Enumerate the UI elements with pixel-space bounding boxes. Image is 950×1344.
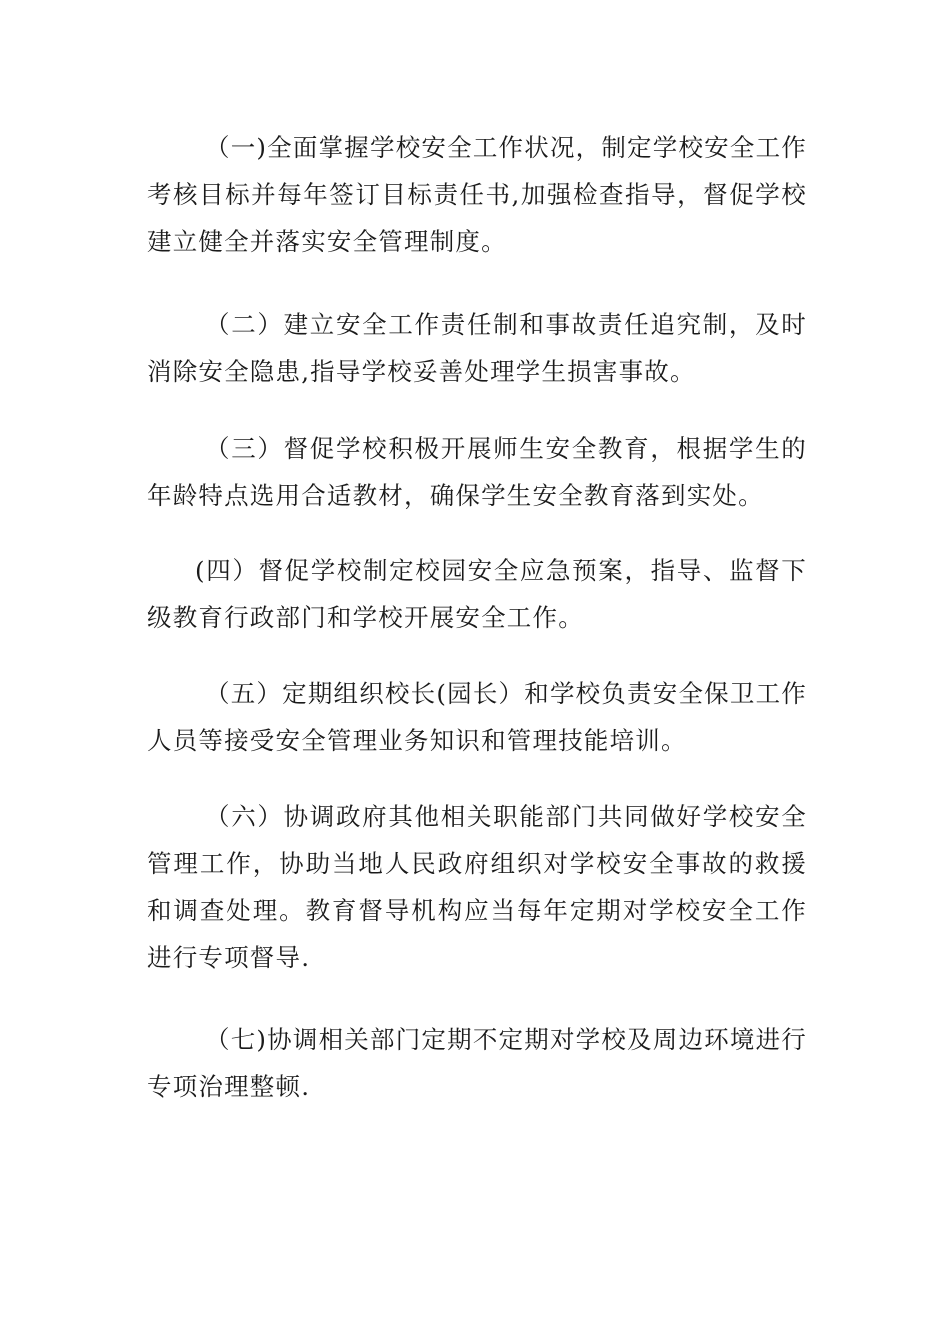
paragraph-1: （一)全面掌握学校安全工作状况，制定学校安全工作考核目标并每年签订目标责任书,加强检查指导，督促学校建立健全并落实安全管理制度。 xyxy=(147,133,807,256)
paragraph-2: （二）建立安全工作责任制和事故责任追究制，及时消除安全隐患,指导学校妥善处理学生损害事故。 xyxy=(147,310,807,386)
paragraph-7: （七)协调相关部门定期不定期对学校及周边环境进行专项治理整顿. xyxy=(147,1025,807,1101)
paragraph-6: （六）协调政府其他相关职能部门共同做好学校安全管理工作，协助当地人民政府组织对学校安全事故的救援和调查处理。教育督导机构应当每年定期对学校安全工作进行专项督导. xyxy=(147,802,807,972)
paragraph-4: (四）督促学校制定校园安全应急预案，指导、监督下级教育行政部门和学校开展安全工作。 xyxy=(147,556,807,632)
paragraph-5: （五）定期组织校长(园长）和学校负责安全保卫工作人员等接受安全管理业务知识和管理技能培训。 xyxy=(147,679,807,755)
paragraph-3: （三）督促学校积极开展师生安全教育，根据学生的年龄特点选用合适教材，确保学生安全教育落到实处。 xyxy=(147,434,807,510)
